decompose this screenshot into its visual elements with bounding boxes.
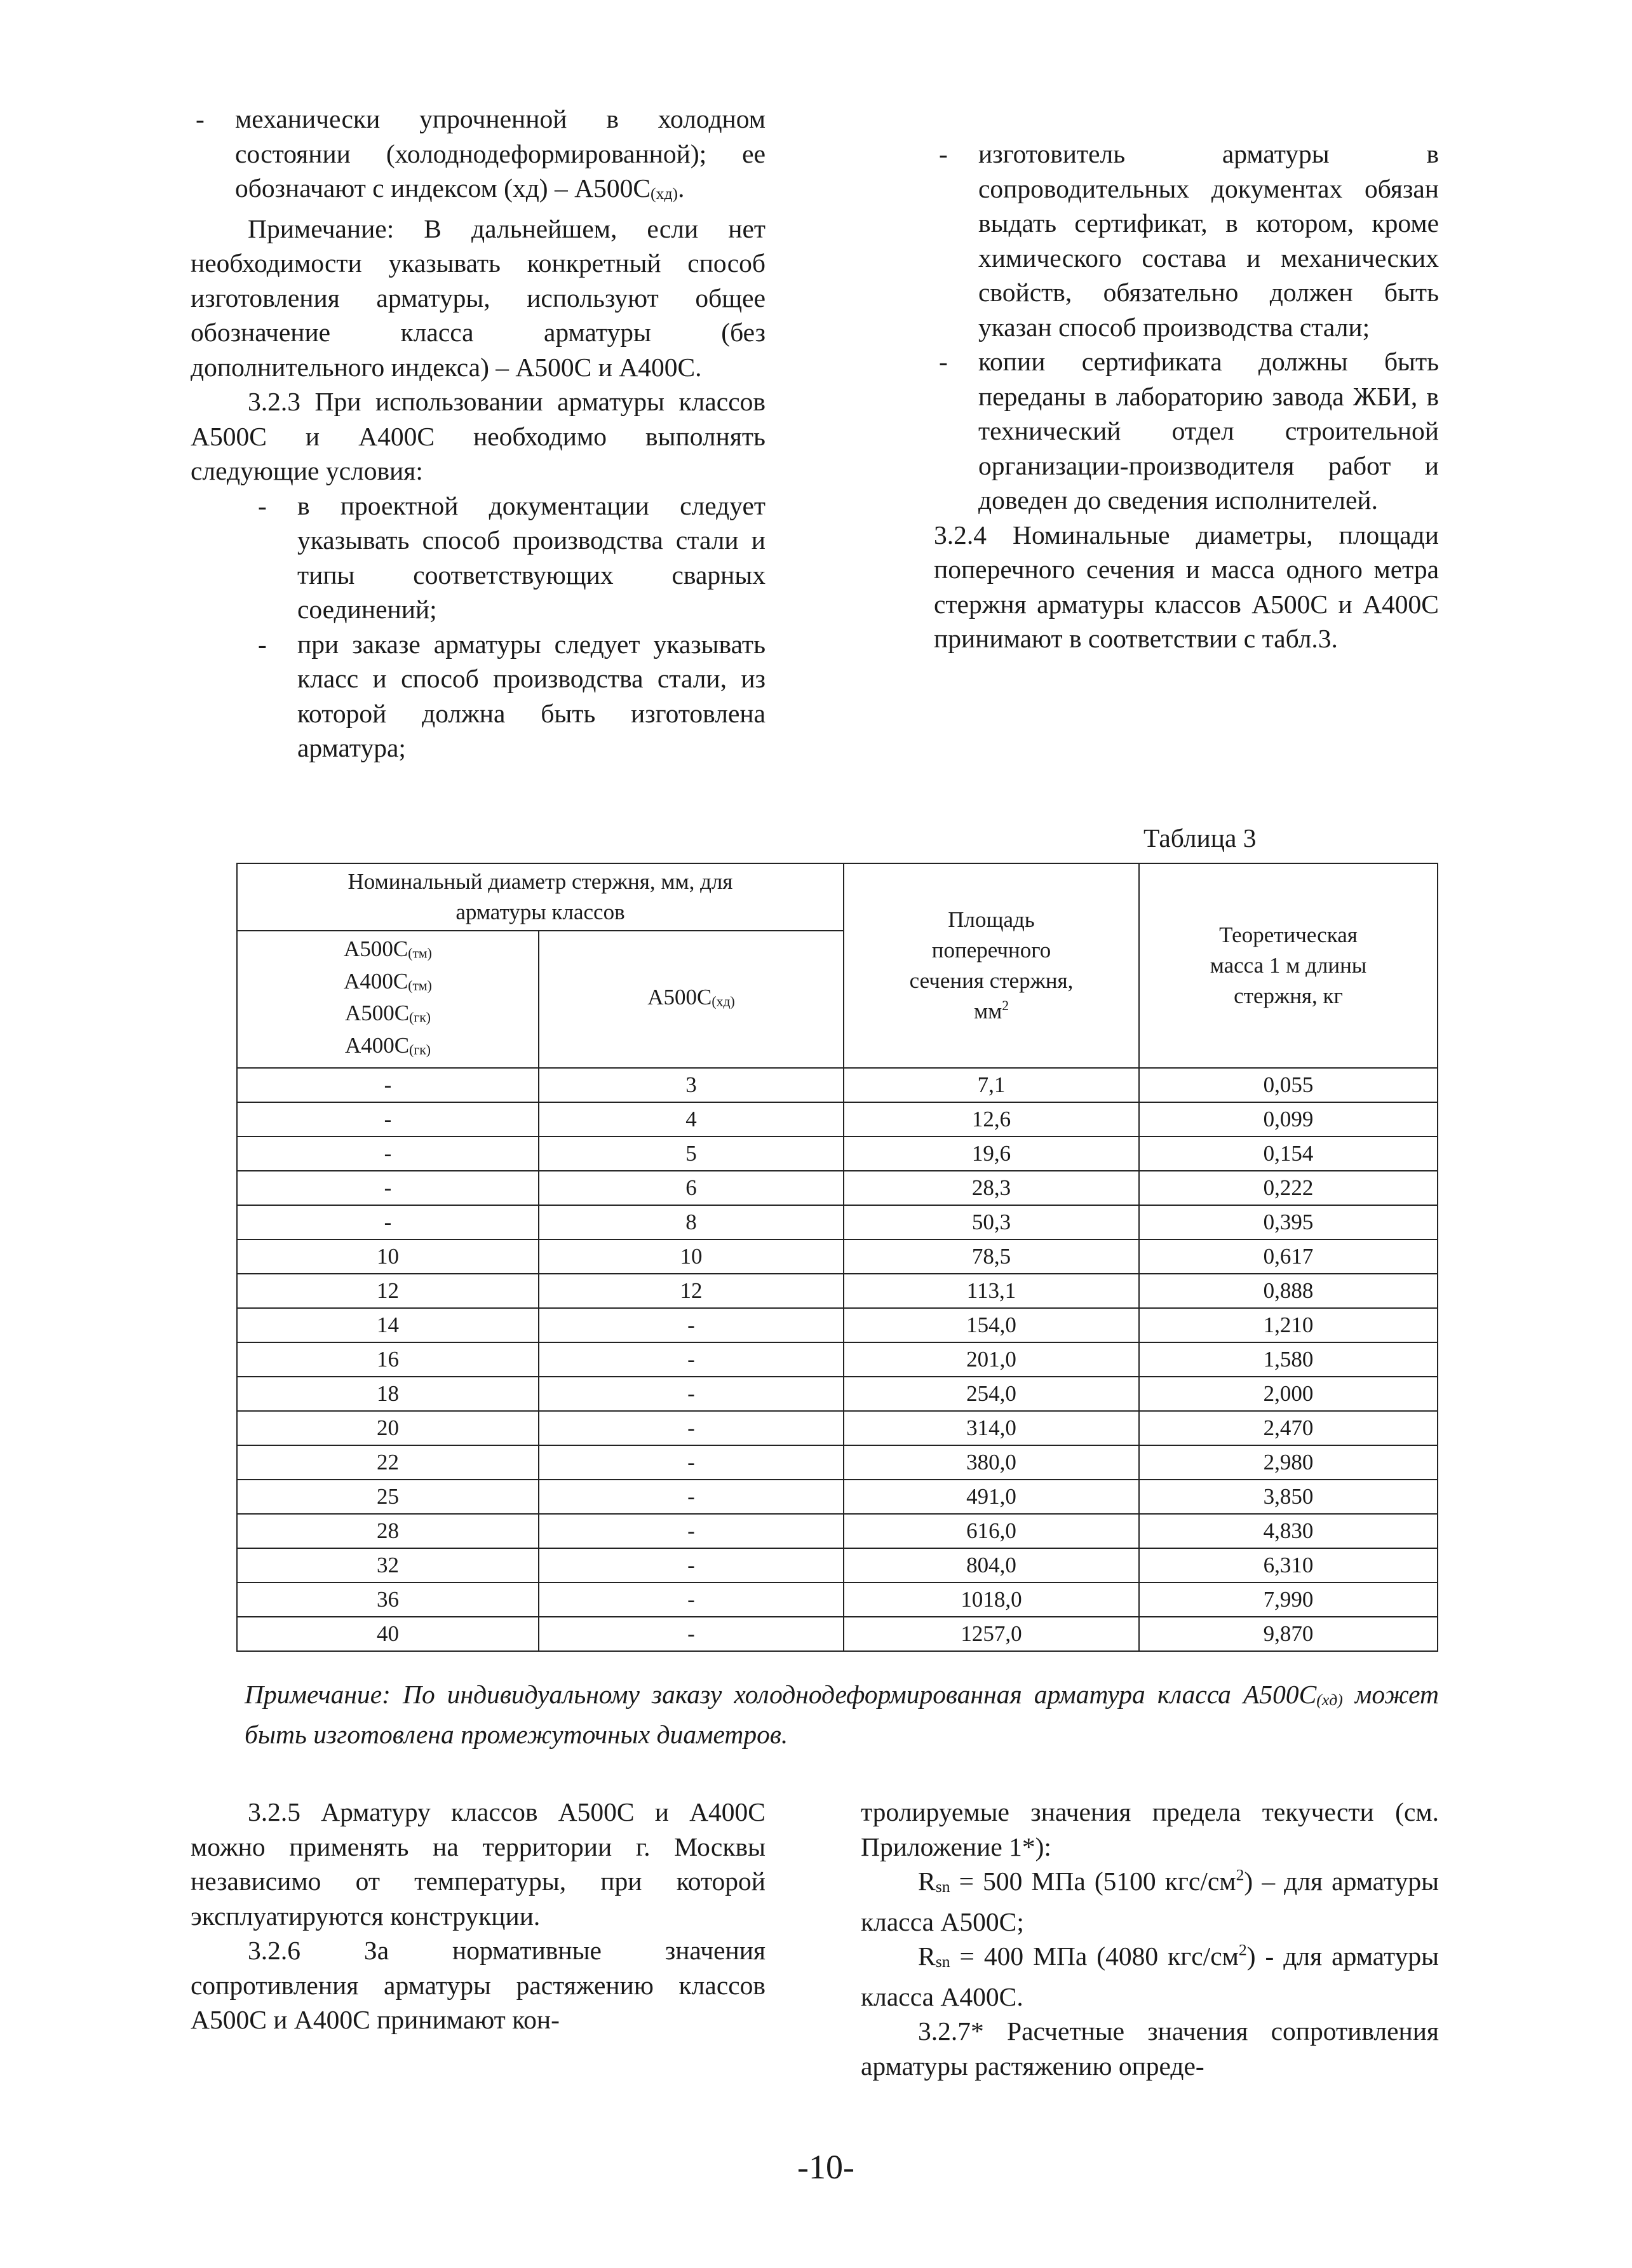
note-paragraph: Примечание: В дальнейшем, если нет необходимости указывать конкретный способ изготовления арматуры, используют общее обозначение класса арматуры (без дополнительного индекса) – А500С и А400С. (191, 213, 765, 382)
table-cell: 1,210 (1139, 1308, 1438, 1342)
table-row (237, 1102, 1438, 1137)
table-row (237, 1171, 1438, 1205)
table-cell: 154,0 (844, 1308, 1139, 1342)
table-cell: 380,0 (844, 1445, 1139, 1480)
table-note (245, 1677, 1439, 1752)
table-cell: - (539, 1445, 844, 1480)
table-cell: 19,6 (844, 1137, 1139, 1171)
table-cell: 14 (237, 1308, 539, 1342)
paragraph-3-2-5: 3.2.5 Арматуру классов А500С и А400С можно применять на территории г. Москвы независимо от температуры, при которой эксплуатируются конструкции. (191, 1797, 765, 1931)
class-label: $А400С_{(гк)}$ (344, 1032, 431, 1058)
table-cell: - (539, 1548, 844, 1583)
table-cell: 12 (237, 1274, 539, 1308)
class-label: $А500С_{(гк)}$ (344, 1001, 431, 1026)
table-cell: - (237, 1137, 539, 1171)
superscript: 2 (1002, 998, 1009, 1014)
list-item: - при заказе арматуры следует указывать класс и способ производства стали, из которой должна быть изготовлена арматура; (258, 629, 765, 763)
table-row (237, 1205, 1438, 1239)
table-cell: 1257,0 (844, 1617, 1139, 1651)
table-cell: - (539, 1342, 844, 1377)
table-cell: 0,055 (1139, 1068, 1438, 1102)
table-row (237, 1445, 1438, 1480)
table-cell: - (539, 1617, 844, 1651)
right-column (934, 137, 1439, 656)
table-cell: 50,3 (844, 1205, 1139, 1239)
table-cell: 254,0 (844, 1377, 1139, 1411)
header-diameter: Номинальный диаметр стержня, мм, для арматуры классов (237, 863, 844, 931)
table-cell: 616,0 (844, 1514, 1139, 1548)
table-cell: 10 (237, 1239, 539, 1274)
table-cell: 36 (237, 1583, 539, 1617)
table-cell: 0,395 (1139, 1205, 1438, 1239)
table-cell: 1018,0 (844, 1583, 1139, 1617)
paragraph-3-2-6: 3.2.6 За нормативные значения сопротивления арматуры растяжению классов А500С и А400С принимают кон- (191, 1936, 765, 2034)
table-cell: 0,099 (1139, 1102, 1438, 1137)
table-row (237, 1377, 1438, 1411)
table-cell: 28 (237, 1514, 539, 1548)
paragraph-3-2-3: 3.2.3 При использовании арматуры классов А500С и А400С необходимо выполнять следующие условия: (191, 387, 765, 486)
bottom-left-column (191, 1795, 765, 2037)
table-cell: 2,000 (1139, 1377, 1438, 1411)
table-cell: 10 (539, 1239, 844, 1274)
left-column (191, 102, 765, 766)
paragraph-3-2-7: 3.2.7* Расчетные значения сопротивления арматуры растяжению опреде- (861, 2016, 1439, 2081)
table-cell: - (539, 1308, 844, 1342)
table-cell: - (539, 1377, 844, 1411)
table-cell: 314,0 (844, 1411, 1139, 1445)
table-cell: 0,888 (1139, 1274, 1438, 1308)
table-cell: 12,6 (844, 1102, 1139, 1137)
table-3 (236, 863, 1438, 1652)
table-row (237, 1548, 1438, 1583)
table-cell: 491,0 (844, 1480, 1139, 1514)
table-cell: - (237, 1205, 539, 1239)
header-classes-hot (237, 931, 539, 1068)
item-text: копии сертификата должны быть переданы в лабораторию завода ЖБИ, в технический отдел строительной организации-производителя работ и доведен до сведения исполнителей. (978, 347, 1439, 515)
table-cell: 8 (539, 1205, 844, 1239)
table-cell: 113,1 (844, 1274, 1139, 1308)
table-cell: 201,0 (844, 1342, 1139, 1377)
table-cell: 78,5 (844, 1239, 1139, 1274)
table-cell: 6 (539, 1171, 844, 1205)
table-cell: 18 (237, 1377, 539, 1411)
item-text: в проектной документации следует указывать способ производства стали и типы соответствующих сварных соединений; (297, 490, 765, 624)
list-item: - механически упрочненной в холодном состоянии (холоднодеформированной); ее обозначают с индексом $(хд) - А500С_{(хд)}$. (196, 104, 765, 203)
table-row (237, 1274, 1438, 1308)
class-label: $А500С_{(тм)}$ (344, 936, 432, 961)
table-cell: 40 (237, 1617, 539, 1651)
table-cell: - (539, 1411, 844, 1445)
list-item: - изготовитель арматуры в сопроводительных документах обязан выдать сертификат, в котором, кроме химического состава и механических свойств, обязательно должен быть указан способ производства стали; (939, 139, 1439, 342)
table-cell: 6,310 (1139, 1548, 1438, 1583)
table-cell: 0,154 (1139, 1137, 1438, 1171)
table-cell: 2,980 (1139, 1445, 1438, 1480)
table-cell: 5 (539, 1137, 844, 1171)
header-class-hd: $А500С_{(хд)}$ (539, 931, 844, 1068)
table-row (237, 1583, 1438, 1617)
table-cell: 1,580 (1139, 1342, 1438, 1377)
item-text: изготовитель арматуры в сопроводительных документах обязан выдать сертификат, в котором, кроме химического состава и механических свойств, обязательно должен быть указан способ производства стали; (978, 139, 1439, 342)
table-cell: 3,850 (1139, 1480, 1438, 1514)
item-text: при заказе арматуры следует указывать класс и способ производства стали, из которой должна быть изготовлена арматура; (297, 629, 765, 763)
table-row (237, 1308, 1438, 1342)
table-cell: 7,990 (1139, 1583, 1438, 1617)
table-cell: 4 (539, 1102, 844, 1137)
table-cell: - (237, 1102, 539, 1137)
paragraph-3-2-4: 3.2.4 Номинальные диаметры, площади поперечного сечения и масса одного метра стержня арматуры классов А500С и А400С принимают в соответствии с табл.3. (934, 520, 1439, 653)
table-cell: 25 (237, 1480, 539, 1514)
item-text: механически упрочненной в холодном состоянии (холоднодеформированной); ее обозначают с индексом (хд) – А500С (235, 104, 765, 203)
table-body (237, 1068, 1438, 1651)
bottom-right-column (861, 1795, 1439, 2083)
table-row (237, 1342, 1438, 1377)
header-area (844, 863, 1139, 1068)
table-cell: 4,830 (1139, 1514, 1438, 1548)
table-cell: - (237, 1171, 539, 1205)
class-label: $А400С_{(тм)}$ (344, 968, 432, 994)
table-cell: 3 (539, 1068, 844, 1102)
table-row (237, 1411, 1438, 1445)
table-cell: 0,222 (1139, 1171, 1438, 1205)
table-cell: 22 (237, 1445, 539, 1480)
subscript: (хд) (1316, 1691, 1343, 1710)
table-cell: 28,3 (844, 1171, 1139, 1205)
subscript: (хд) (651, 184, 678, 203)
list-item: - копии сертификата должны быть переданы в лабораторию завода ЖБИ, в технический отдел строительной организации-производителя работ и доведен до сведения исполнителей. (939, 347, 1439, 515)
table-row (237, 1068, 1438, 1102)
table-cell: 16 (237, 1342, 539, 1377)
page-number: -10- (797, 2148, 854, 2186)
table-cell: 20 (237, 1411, 539, 1445)
note-text: Примечание: По индивидуальному заказу холоднодеформированная арматура класса А500С (245, 1680, 1317, 1709)
table-cell: 804,0 (844, 1548, 1139, 1583)
formula-a400c: $R_{sn} = 400$ МПа (4080 кгс/$см^2$) - для арматуры класса А400С. (861, 1940, 1439, 2011)
table-row (237, 1480, 1438, 1514)
paragraph-3-2-6-cont: тролируемые значения предела текучести (см. Приложение 1*): (861, 1797, 1439, 1861)
note-text: может быть изготовлена промежуточных диаметров. (245, 1680, 1439, 1750)
table-cell: - (237, 1068, 539, 1102)
table-cell: 9,870 (1139, 1617, 1438, 1651)
table-row (237, 1514, 1438, 1548)
table-row (237, 1239, 1438, 1274)
table-cell: 2,470 (1139, 1411, 1438, 1445)
table-cell: - (539, 1480, 844, 1514)
header-mass: Теоретическая масса 1 м длины стержня, кг (1139, 863, 1438, 1068)
table-cell: - (539, 1583, 844, 1617)
table-cell: 12 (539, 1274, 844, 1308)
table-cell: 32 (237, 1548, 539, 1583)
formula-a500c: $R_{sn} = 500$ МПа (5100 кгс/$см^2$) – для арматуры класса А500С; (861, 1865, 1439, 1936)
table-row (237, 1137, 1438, 1171)
header-area-text: Площадь поперечного сечения стержня, мм (909, 907, 1074, 1024)
table-cell: 7,1 (844, 1068, 1139, 1102)
punct: . (678, 173, 685, 203)
table-cell: - (539, 1514, 844, 1548)
list-item: - в проектной документации следует указывать способ производства стали и типы соответствующих сварных соединений; (258, 490, 765, 624)
table-title: Таблица 3 (1143, 823, 1257, 853)
table-cell: 0,617 (1139, 1239, 1438, 1274)
table-row (237, 1617, 1438, 1651)
